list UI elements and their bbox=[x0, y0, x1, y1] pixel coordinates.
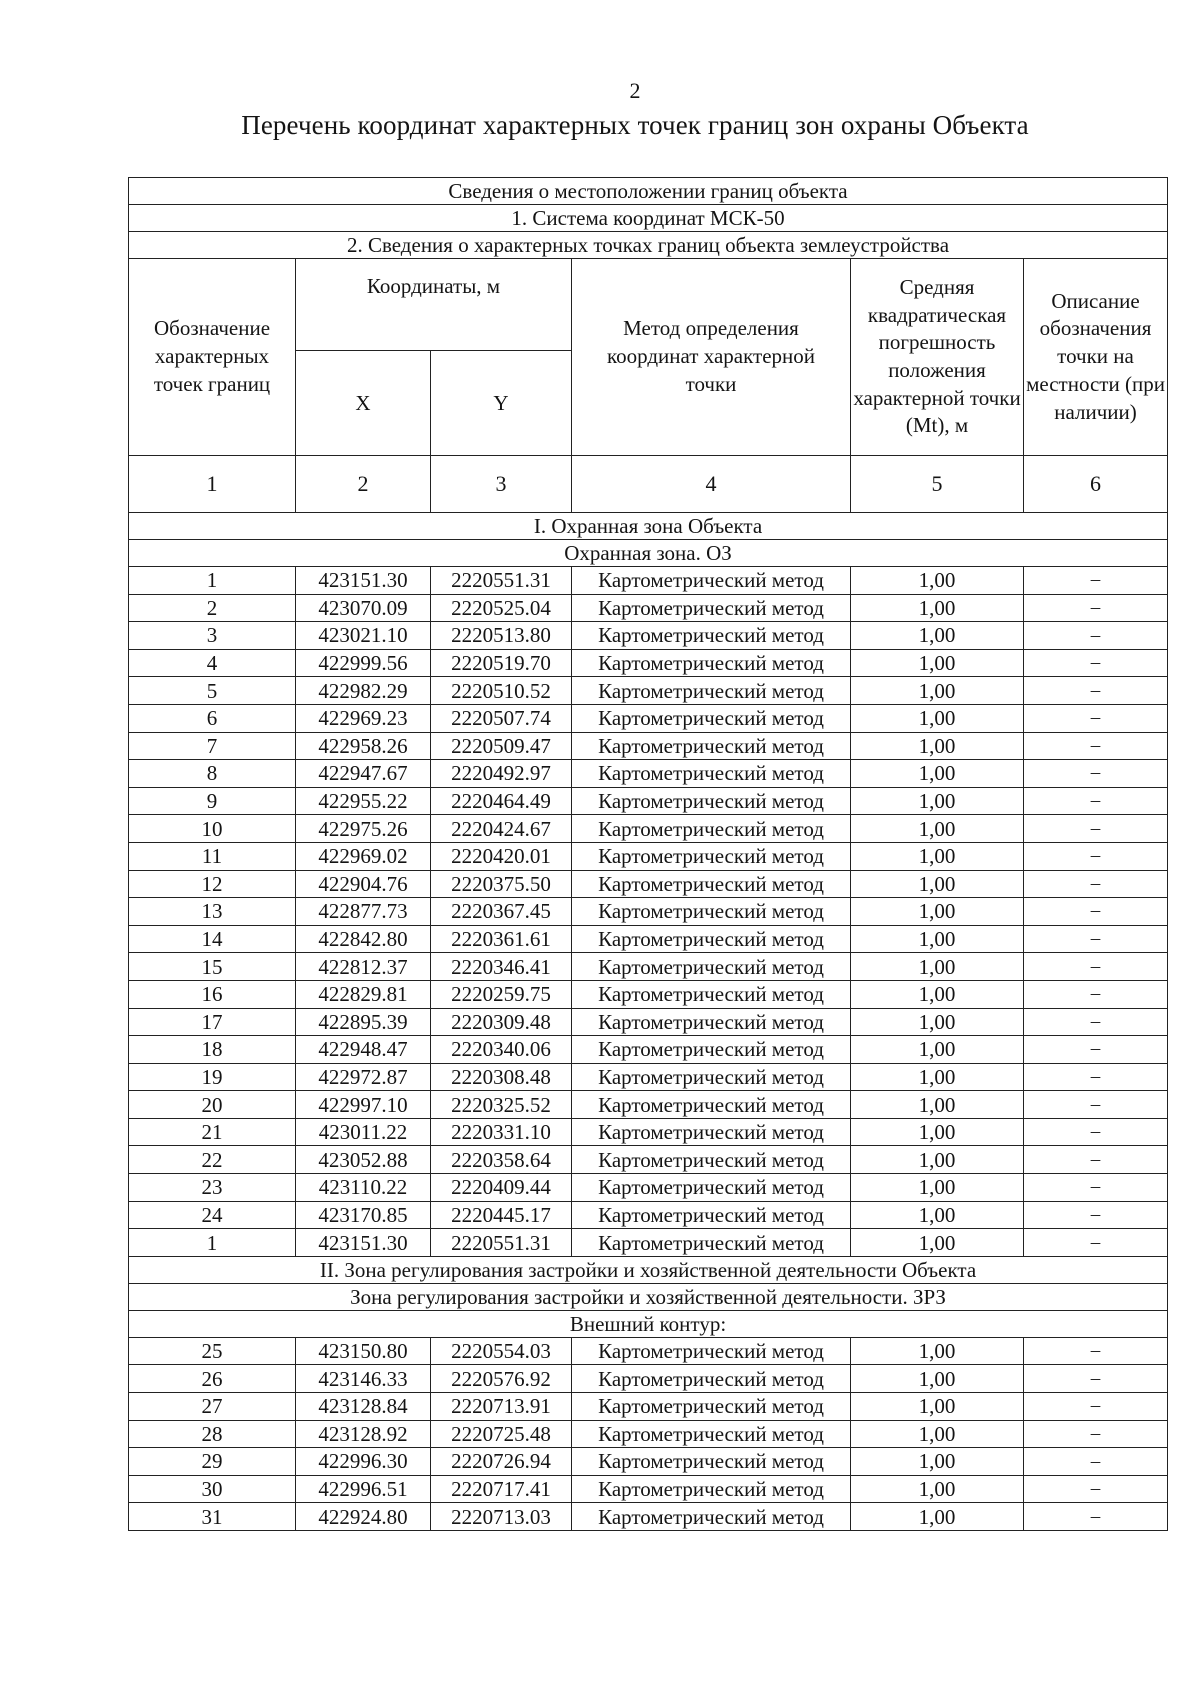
error-cell: 1,00 bbox=[851, 1174, 1024, 1202]
method-cell: Картометрический метод bbox=[572, 677, 851, 705]
section-subtitle: Зона регулирования застройки и хозяйственной деятельности. ЗРЗ bbox=[129, 1283, 1168, 1310]
y-coordinate-cell: 2220308.48 bbox=[431, 1063, 572, 1091]
table-row bbox=[129, 980, 1168, 1008]
y-coordinate-cell: 2220375.50 bbox=[431, 870, 572, 898]
column-header-x: X bbox=[296, 351, 431, 456]
method-cell: Картометрический метод bbox=[572, 1146, 851, 1174]
x-coordinate-cell: 422924.80 bbox=[296, 1503, 431, 1531]
description-cell: – bbox=[1024, 1036, 1168, 1064]
table-row bbox=[129, 622, 1168, 650]
error-cell: 1,00 bbox=[851, 649, 1024, 677]
y-coordinate-cell: 2220713.91 bbox=[431, 1393, 572, 1421]
point-cell: 17 bbox=[129, 1008, 296, 1036]
error-cell: 1,00 bbox=[851, 594, 1024, 622]
method-cell: Картометрический метод bbox=[572, 898, 851, 926]
table-row bbox=[129, 1174, 1168, 1202]
table-row bbox=[129, 649, 1168, 677]
y-coordinate-cell: 2220551.31 bbox=[431, 567, 572, 595]
method-cell: Картометрический метод bbox=[572, 732, 851, 760]
point-cell: 12 bbox=[129, 870, 296, 898]
y-coordinate-cell: 2220358.64 bbox=[431, 1146, 572, 1174]
description-cell: – bbox=[1024, 1365, 1168, 1393]
error-cell: 1,00 bbox=[851, 1063, 1024, 1091]
point-cell: 27 bbox=[129, 1393, 296, 1421]
y-coordinate-cell: 2220507.74 bbox=[431, 704, 572, 732]
method-cell: Картометрический метод bbox=[572, 787, 851, 815]
error-cell: 1,00 bbox=[851, 1503, 1024, 1531]
error-cell: 1,00 bbox=[851, 898, 1024, 926]
description-cell: – bbox=[1024, 622, 1168, 650]
table-row bbox=[129, 1063, 1168, 1091]
y-coordinate-cell: 2220725.48 bbox=[431, 1420, 572, 1448]
table-row bbox=[129, 1365, 1168, 1393]
error-cell: 1,00 bbox=[851, 1118, 1024, 1146]
description-cell: – bbox=[1024, 1420, 1168, 1448]
error-cell: 1,00 bbox=[851, 732, 1024, 760]
method-cell: Картометрический метод bbox=[572, 1420, 851, 1448]
method-cell: Картометрический метод bbox=[572, 925, 851, 953]
method-cell: Картометрический метод bbox=[572, 760, 851, 788]
error-cell: 1,00 bbox=[851, 953, 1024, 981]
column-number: 3 bbox=[431, 456, 572, 513]
point-cell: 5 bbox=[129, 677, 296, 705]
x-coordinate-cell: 422948.47 bbox=[296, 1036, 431, 1064]
x-coordinate-cell: 423070.09 bbox=[296, 594, 431, 622]
method-cell: Картометрический метод bbox=[572, 649, 851, 677]
point-cell: 8 bbox=[129, 760, 296, 788]
description-cell: – bbox=[1024, 925, 1168, 953]
description-cell: – bbox=[1024, 649, 1168, 677]
method-cell: Картометрический метод bbox=[572, 1229, 851, 1257]
column-number: 2 bbox=[296, 456, 431, 513]
coordinates-table bbox=[128, 177, 1168, 1531]
method-cell: Картометрический метод bbox=[572, 815, 851, 843]
y-coordinate-cell: 2220331.10 bbox=[431, 1118, 572, 1146]
description-cell: – bbox=[1024, 760, 1168, 788]
error-cell: 1,00 bbox=[851, 1036, 1024, 1064]
point-cell: 21 bbox=[129, 1118, 296, 1146]
method-cell: Картометрический метод bbox=[572, 1475, 851, 1503]
description-cell: – bbox=[1024, 815, 1168, 843]
point-cell: 26 bbox=[129, 1365, 296, 1393]
y-coordinate-cell: 2220340.06 bbox=[431, 1036, 572, 1064]
point-cell: 22 bbox=[129, 1146, 296, 1174]
y-coordinate-cell: 2220259.75 bbox=[431, 980, 572, 1008]
description-cell: – bbox=[1024, 1503, 1168, 1531]
table-row bbox=[129, 1118, 1168, 1146]
method-cell: Картометрический метод bbox=[572, 1008, 851, 1036]
table-row bbox=[129, 1091, 1168, 1119]
column-header-coordinates: Координаты, м bbox=[296, 259, 572, 351]
point-cell: 30 bbox=[129, 1475, 296, 1503]
description-cell: – bbox=[1024, 898, 1168, 926]
point-cell: 23 bbox=[129, 1174, 296, 1202]
method-cell: Картометрический метод bbox=[572, 1063, 851, 1091]
table-row bbox=[129, 1503, 1168, 1531]
method-cell: Картометрический метод bbox=[572, 1036, 851, 1064]
x-coordinate-cell: 422958.26 bbox=[296, 732, 431, 760]
method-cell: Картометрический метод bbox=[572, 1201, 851, 1229]
point-cell: 13 bbox=[129, 898, 296, 926]
description-cell: – bbox=[1024, 953, 1168, 981]
y-coordinate-cell: 2220346.41 bbox=[431, 953, 572, 981]
description-cell: – bbox=[1024, 1475, 1168, 1503]
point-cell: 4 bbox=[129, 649, 296, 677]
x-coordinate-cell: 422955.22 bbox=[296, 787, 431, 815]
section-subtitle: Охранная зона. ОЗ bbox=[129, 540, 1168, 567]
x-coordinate-cell: 423052.88 bbox=[296, 1146, 431, 1174]
x-coordinate-cell: 423128.92 bbox=[296, 1420, 431, 1448]
x-coordinate-cell: 422997.10 bbox=[296, 1091, 431, 1119]
y-coordinate-cell: 2220420.01 bbox=[431, 842, 572, 870]
y-coordinate-cell: 2220551.31 bbox=[431, 1229, 572, 1257]
error-cell: 1,00 bbox=[851, 567, 1024, 595]
column-number: 1 bbox=[129, 456, 296, 513]
y-coordinate-cell: 2220726.94 bbox=[431, 1448, 572, 1476]
x-coordinate-cell: 422969.02 bbox=[296, 842, 431, 870]
contour-label: Внешний контур: bbox=[129, 1310, 1168, 1337]
point-cell: 18 bbox=[129, 1036, 296, 1064]
point-cell: 29 bbox=[129, 1448, 296, 1476]
y-coordinate-cell: 2220509.47 bbox=[431, 732, 572, 760]
error-cell: 1,00 bbox=[851, 842, 1024, 870]
table-row bbox=[129, 870, 1168, 898]
error-cell: 1,00 bbox=[851, 760, 1024, 788]
point-cell: 2 bbox=[129, 594, 296, 622]
error-cell: 1,00 bbox=[851, 1393, 1024, 1421]
point-cell: 9 bbox=[129, 787, 296, 815]
point-cell: 20 bbox=[129, 1091, 296, 1119]
y-coordinate-cell: 2220525.04 bbox=[431, 594, 572, 622]
x-coordinate-cell: 423021.10 bbox=[296, 622, 431, 650]
column-number: 6 bbox=[1024, 456, 1168, 513]
point-cell: 3 bbox=[129, 622, 296, 650]
description-cell: – bbox=[1024, 1393, 1168, 1421]
column-number: 5 bbox=[851, 456, 1024, 513]
method-cell: Картометрический метод bbox=[572, 1393, 851, 1421]
x-coordinate-cell: 422812.37 bbox=[296, 953, 431, 981]
table-row bbox=[129, 567, 1168, 595]
description-cell: – bbox=[1024, 1118, 1168, 1146]
description-cell: – bbox=[1024, 787, 1168, 815]
description-cell: – bbox=[1024, 1146, 1168, 1174]
error-cell: 1,00 bbox=[851, 1475, 1024, 1503]
page-number: 2 bbox=[629, 78, 641, 103]
table-row bbox=[129, 842, 1168, 870]
error-cell: 1,00 bbox=[851, 925, 1024, 953]
point-cell: 7 bbox=[129, 732, 296, 760]
y-coordinate-cell: 2220510.52 bbox=[431, 677, 572, 705]
error-cell: 1,00 bbox=[851, 980, 1024, 1008]
point-cell: 24 bbox=[129, 1201, 296, 1229]
x-coordinate-cell: 422947.67 bbox=[296, 760, 431, 788]
method-cell: Картометрический метод bbox=[572, 704, 851, 732]
y-coordinate-cell: 2220713.03 bbox=[431, 1503, 572, 1531]
error-cell: 1,00 bbox=[851, 1229, 1024, 1257]
point-cell: 1 bbox=[129, 1229, 296, 1257]
point-cell: 14 bbox=[129, 925, 296, 953]
x-coordinate-cell: 422972.87 bbox=[296, 1063, 431, 1091]
description-cell: – bbox=[1024, 1201, 1168, 1229]
error-cell: 1,00 bbox=[851, 1091, 1024, 1119]
description-cell: – bbox=[1024, 1448, 1168, 1476]
table-row bbox=[129, 1393, 1168, 1421]
y-coordinate-cell: 2220464.49 bbox=[431, 787, 572, 815]
description-cell: – bbox=[1024, 1229, 1168, 1257]
table-row bbox=[129, 1475, 1168, 1503]
table-row bbox=[129, 1008, 1168, 1036]
method-cell: Картометрический метод bbox=[572, 953, 851, 981]
y-coordinate-cell: 2220717.41 bbox=[431, 1475, 572, 1503]
table-row bbox=[129, 1420, 1168, 1448]
error-cell: 1,00 bbox=[851, 677, 1024, 705]
error-cell: 1,00 bbox=[851, 870, 1024, 898]
method-cell: Картометрический метод bbox=[572, 870, 851, 898]
y-coordinate-cell: 2220325.52 bbox=[431, 1091, 572, 1119]
method-cell: Картометрический метод bbox=[572, 1091, 851, 1119]
y-coordinate-cell: 2220409.44 bbox=[431, 1174, 572, 1202]
y-coordinate-cell: 2220445.17 bbox=[431, 1201, 572, 1229]
x-coordinate-cell: 423170.85 bbox=[296, 1201, 431, 1229]
table-row bbox=[129, 1201, 1168, 1229]
point-cell: 6 bbox=[129, 704, 296, 732]
column-header-y: Y bbox=[431, 351, 572, 456]
error-cell: 1,00 bbox=[851, 704, 1024, 732]
x-coordinate-cell: 423128.84 bbox=[296, 1393, 431, 1421]
column-header-method: Метод определения координат характерной точки bbox=[572, 259, 851, 456]
y-coordinate-cell: 2220519.70 bbox=[431, 649, 572, 677]
section-title: I. Охранная зона Объекта bbox=[129, 513, 1168, 540]
column-header-error: Средняя квадратическая погрешность положения характерной точки (Mt), м bbox=[851, 259, 1024, 456]
point-cell: 11 bbox=[129, 842, 296, 870]
error-cell: 1,00 bbox=[851, 1201, 1024, 1229]
error-cell: 1,00 bbox=[851, 787, 1024, 815]
table-row bbox=[129, 594, 1168, 622]
table-row bbox=[129, 925, 1168, 953]
method-cell: Картометрический метод bbox=[572, 622, 851, 650]
point-cell: 16 bbox=[129, 980, 296, 1008]
x-coordinate-cell: 422904.76 bbox=[296, 870, 431, 898]
description-cell: – bbox=[1024, 732, 1168, 760]
x-coordinate-cell: 423011.22 bbox=[296, 1118, 431, 1146]
description-cell: – bbox=[1024, 980, 1168, 1008]
point-cell: 1 bbox=[129, 567, 296, 595]
x-coordinate-cell: 423110.22 bbox=[296, 1174, 431, 1202]
description-cell: – bbox=[1024, 1063, 1168, 1091]
error-cell: 1,00 bbox=[851, 1448, 1024, 1476]
column-header-designation: Обозначение характерных точек границ bbox=[129, 259, 296, 456]
x-coordinate-cell: 423146.33 bbox=[296, 1365, 431, 1393]
table-caption: Сведения о местоположении границ объекта bbox=[129, 178, 1168, 205]
method-cell: Картометрический метод bbox=[572, 567, 851, 595]
table-row bbox=[129, 1229, 1168, 1257]
table-row bbox=[129, 1337, 1168, 1365]
error-cell: 1,00 bbox=[851, 815, 1024, 843]
column-number: 4 bbox=[572, 456, 851, 513]
y-coordinate-cell: 2220309.48 bbox=[431, 1008, 572, 1036]
y-coordinate-cell: 2220424.67 bbox=[431, 815, 572, 843]
x-coordinate-cell: 422996.30 bbox=[296, 1448, 431, 1476]
document-title: Перечень координат характерных точек границ зон охраны Объекта bbox=[241, 110, 1029, 140]
x-coordinate-cell: 422975.26 bbox=[296, 815, 431, 843]
table-row bbox=[129, 704, 1168, 732]
table-row bbox=[129, 787, 1168, 815]
point-cell: 31 bbox=[129, 1503, 296, 1531]
y-coordinate-cell: 2220361.61 bbox=[431, 925, 572, 953]
table-row bbox=[129, 1036, 1168, 1064]
table-row bbox=[129, 732, 1168, 760]
section-title: II. Зона регулирования застройки и хозяйственной деятельности Объекта bbox=[129, 1256, 1168, 1283]
x-coordinate-cell: 422996.51 bbox=[296, 1475, 431, 1503]
error-cell: 1,00 bbox=[851, 1420, 1024, 1448]
description-cell: – bbox=[1024, 594, 1168, 622]
y-coordinate-cell: 2220554.03 bbox=[431, 1337, 572, 1365]
description-cell: – bbox=[1024, 1174, 1168, 1202]
error-cell: 1,00 bbox=[851, 622, 1024, 650]
table-row bbox=[129, 1146, 1168, 1174]
error-cell: 1,00 bbox=[851, 1337, 1024, 1365]
y-coordinate-cell: 2220513.80 bbox=[431, 622, 572, 650]
error-cell: 1,00 bbox=[851, 1146, 1024, 1174]
point-cell: 15 bbox=[129, 953, 296, 981]
x-coordinate-cell: 422895.39 bbox=[296, 1008, 431, 1036]
method-cell: Картометрический метод bbox=[572, 1118, 851, 1146]
x-coordinate-cell: 422982.29 bbox=[296, 677, 431, 705]
description-cell: – bbox=[1024, 842, 1168, 870]
x-coordinate-cell: 422999.56 bbox=[296, 649, 431, 677]
method-cell: Картометрический метод bbox=[572, 1337, 851, 1365]
point-cell: 10 bbox=[129, 815, 296, 843]
method-cell: Картометрический метод bbox=[572, 1365, 851, 1393]
table-row bbox=[129, 953, 1168, 981]
x-coordinate-cell: 423151.30 bbox=[296, 1229, 431, 1257]
table-row bbox=[129, 898, 1168, 926]
description-cell: – bbox=[1024, 1337, 1168, 1365]
method-cell: Картометрический метод bbox=[572, 980, 851, 1008]
table-row bbox=[129, 677, 1168, 705]
y-coordinate-cell: 2220576.92 bbox=[431, 1365, 572, 1393]
x-coordinate-cell: 423150.80 bbox=[296, 1337, 431, 1365]
x-coordinate-cell: 422877.73 bbox=[296, 898, 431, 926]
y-coordinate-cell: 2220367.45 bbox=[431, 898, 572, 926]
description-cell: – bbox=[1024, 1091, 1168, 1119]
description-cell: – bbox=[1024, 567, 1168, 595]
x-coordinate-cell: 422969.23 bbox=[296, 704, 431, 732]
x-coordinate-cell: 423151.30 bbox=[296, 567, 431, 595]
point-cell: 28 bbox=[129, 1420, 296, 1448]
method-cell: Картометрический метод bbox=[572, 842, 851, 870]
table-row bbox=[129, 1448, 1168, 1476]
coordinates-table-body bbox=[129, 178, 1168, 1531]
error-cell: 1,00 bbox=[851, 1008, 1024, 1036]
description-cell: – bbox=[1024, 677, 1168, 705]
method-cell: Картометрический метод bbox=[572, 1174, 851, 1202]
error-cell: 1,00 bbox=[851, 1365, 1024, 1393]
method-cell: Картометрический метод bbox=[572, 1448, 851, 1476]
method-cell: Картометрический метод bbox=[572, 1503, 851, 1531]
y-coordinate-cell: 2220492.97 bbox=[431, 760, 572, 788]
description-cell: – bbox=[1024, 704, 1168, 732]
points-info-heading: 2. Сведения о характерных точках границ объекта землеустройства bbox=[129, 232, 1168, 259]
column-header-description: Описание обозначения точки на местности (при наличии) bbox=[1024, 259, 1168, 456]
method-cell: Картометрический метод bbox=[572, 594, 851, 622]
x-coordinate-cell: 422842.80 bbox=[296, 925, 431, 953]
point-cell: 25 bbox=[129, 1337, 296, 1365]
coordinate-system: 1. Система координат МСК-50 bbox=[129, 205, 1168, 232]
description-cell: – bbox=[1024, 870, 1168, 898]
point-cell: 19 bbox=[129, 1063, 296, 1091]
x-coordinate-cell: 422829.81 bbox=[296, 980, 431, 1008]
description-cell: – bbox=[1024, 1008, 1168, 1036]
table-row bbox=[129, 760, 1168, 788]
table-row bbox=[129, 815, 1168, 843]
